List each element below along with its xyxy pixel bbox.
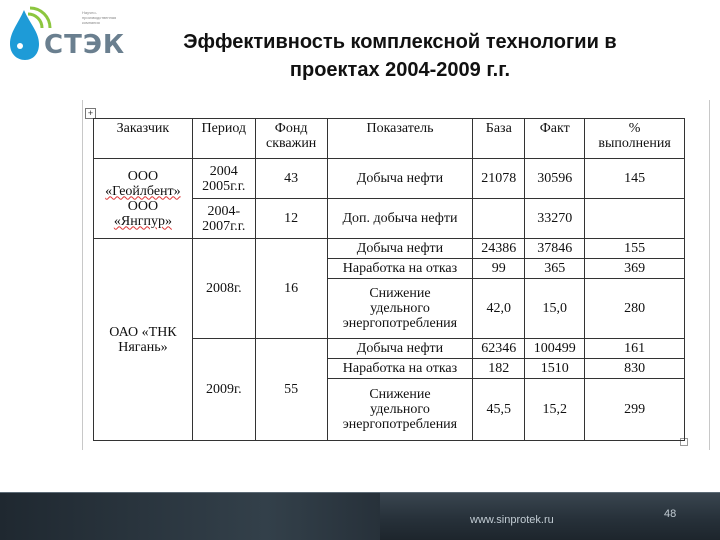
period-cell: 2004- 2007г.г. (192, 199, 255, 239)
title-line-2: проектах 2004-2009 г.г. (289, 59, 511, 81)
percent-cell: 369 (585, 259, 685, 279)
fund-cell: 16 (255, 239, 327, 339)
fact-cell: 100499 (525, 339, 585, 359)
indicator-cell: Добыча нефти (327, 339, 473, 359)
customer-group-1: ООО «Геойлбент» ООО «Янгпур» (94, 159, 193, 239)
footer-divider (0, 492, 720, 493)
period-cell: 2004 2005г.г. (192, 159, 255, 199)
customer-group-2: ОАО «ТНК Нягань» (94, 239, 193, 441)
table-move-handle-icon[interactable]: + (85, 108, 96, 119)
fact-cell: 37846 (525, 239, 585, 259)
company-logo (6, 6, 124, 64)
percent-cell: 161 (585, 339, 685, 359)
indicator-cell: Снижение удельного энергопотребления (327, 279, 473, 339)
indicator-cell: Добыча нефти (327, 239, 473, 259)
percent-cell: 155 (585, 239, 685, 259)
header-base: База (473, 119, 525, 159)
fund-cell: 55 (255, 339, 327, 441)
footer-url: www.sinprotek.ru (470, 514, 554, 526)
logo-text: СТЭК (44, 30, 126, 60)
fact-cell: 365 (525, 259, 585, 279)
efficiency-table (93, 118, 685, 441)
page-number: 48 (664, 508, 677, 520)
percent-cell: 830 (585, 359, 685, 379)
slide-title (140, 28, 660, 84)
indicator-cell: Добыча нефти (327, 159, 473, 199)
base-cell: 45,5 (473, 379, 525, 441)
base-cell: 21078 (473, 159, 525, 199)
indicator-cell: Доп. добыча нефти (327, 199, 473, 239)
header-fact: Факт (525, 119, 585, 159)
fact-cell: 33270 (525, 199, 585, 239)
base-cell: 24386 (473, 239, 525, 259)
percent-cell (585, 199, 685, 239)
base-cell (473, 199, 525, 239)
base-cell: 182 (473, 359, 525, 379)
header-indicator: Показатель (327, 119, 473, 159)
fact-cell: 30596 (525, 159, 585, 199)
table-row (94, 159, 685, 199)
header-percent: % выполнения (585, 119, 685, 159)
base-cell: 99 (473, 259, 525, 279)
percent-cell: 299 (585, 379, 685, 441)
header-period: Период (192, 119, 255, 159)
logo-tagline: Научно-производственная компания (82, 10, 117, 25)
header-customer: Заказчик (94, 119, 193, 159)
percent-cell: 280 (585, 279, 685, 339)
period-cell: 2009г. (192, 339, 255, 441)
fund-cell: 43 (255, 159, 327, 199)
table-row (94, 239, 685, 259)
indicator-cell: Наработка на отказ (327, 359, 473, 379)
fund-cell: 12 (255, 199, 327, 239)
header-fund: Фонд скважин (255, 119, 327, 159)
fact-cell: 1510 (525, 359, 585, 379)
base-cell: 62346 (473, 339, 525, 359)
period-cell: 2008г. (192, 239, 255, 339)
fact-cell: 15,2 (525, 379, 585, 441)
fact-cell: 15,0 (525, 279, 585, 339)
indicator-cell: Наработка на отказ (327, 259, 473, 279)
footer-gradient (0, 492, 380, 540)
title-line-1: Эффективность комплексной технологии в (183, 31, 617, 53)
base-cell: 42,0 (473, 279, 525, 339)
table-header-row (94, 119, 685, 159)
percent-cell: 145 (585, 159, 685, 199)
indicator-cell: Снижение удельного энергопотребления (327, 379, 473, 441)
